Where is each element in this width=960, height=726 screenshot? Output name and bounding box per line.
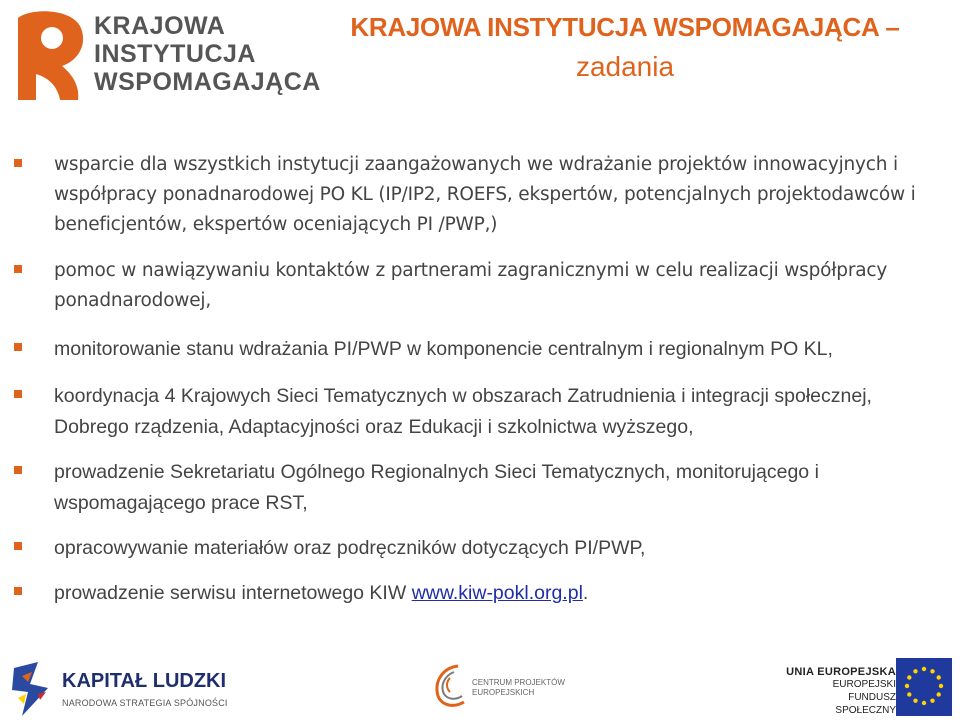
- list-item-text: pomoc w nawiązywaniu kontaktów z partnerami zagranicznymi w celu realizacji współpracy ponadnarodowej,: [54, 260, 888, 311]
- title-line-2: zadania: [575, 51, 675, 82]
- cpe-logo-text: [472, 678, 565, 698]
- title-line-1: KRAJOWA INSTYTUCJA WSPOMAGAJĄCA –: [350, 12, 900, 42]
- kiw-logo: [10, 8, 321, 104]
- list-item-text-end: .: [582, 582, 589, 604]
- eu-logo-text: [786, 666, 896, 717]
- list-item-text: prowadzenie Sekretariatu Ogólnego Regionalnych Sieci Tematycznych, monitorującego i wspomagającego prace RST,: [54, 461, 819, 514]
- task-list: [14, 150, 949, 609]
- list-item: [14, 150, 949, 240]
- logo-line-2: INSTYTUCJA: [94, 40, 256, 68]
- list-item-text: monitorowanie stanu wdrażania PI/PWP w komponencie centralnym i regionalnym PO KL,: [54, 338, 833, 360]
- logo-line-1: KRAJOWA: [94, 12, 226, 40]
- list-item: [14, 533, 949, 564]
- kapital-ludzki-logo: [8, 658, 228, 720]
- bullet-square-icon: [14, 390, 22, 398]
- kapital-ludzki-title: KAPITAŁ LUDZKI: [62, 670, 227, 692]
- footer-logos: [0, 648, 960, 726]
- logo-line-3: WSPOMAGAJĄCA: [94, 68, 321, 96]
- list-item-text: wsparcie dla wszystkich instytucji zaangażowanych we wdrażanie projektów innowacyjnych i współpracy ponadnarodowej PO KL (IP/IP2, ROEFS, ekspertów, potencjalnych projektodawców i beneficjentów, ekspertów oceniających PI /PWP,): [54, 154, 916, 235]
- page-title: [300, 12, 950, 83]
- cpe-logo-icon: [428, 660, 468, 710]
- bullet-square-icon: [14, 466, 22, 474]
- bullet-square-icon: [14, 542, 22, 550]
- list-item: [14, 256, 949, 316]
- kiw-logo-icon: [10, 8, 86, 102]
- eu-fund-line-2: FUNDUSZ SPOŁECZNY: [835, 692, 896, 716]
- list-item: [14, 578, 949, 609]
- kapital-ludzki-subtitle: NARODOWA STRATEGIA SPÓJNOŚCI: [62, 698, 228, 708]
- bullet-square-icon: [14, 265, 22, 273]
- cpe-line-1: CENTRUM PROJEKTÓW: [472, 678, 565, 687]
- kiw-website-link[interactable]: www.kiw-pokl.org.pl: [411, 582, 583, 604]
- bullet-square-icon: [14, 343, 22, 351]
- kapital-ludzki-star-icon: [8, 658, 54, 720]
- list-item: [14, 457, 949, 519]
- list-item-text: opracowywanie materiałów oraz podręczników dotyczących PI/PWP,: [54, 537, 646, 559]
- eu-title: UNIA EUROPEJSKA: [786, 666, 896, 678]
- logo-text: [94, 12, 321, 96]
- list-item-text: koordynacja 4 Krajowych Sieci Tematycznych w obszarach Zatrudnienia i integracji społecznej, Dobrego rządzenia, Adaptacyjności oraz Edukacji i szkolnictwa wyższego,: [54, 385, 872, 438]
- eu-fund-line-1: EUROPEJSKI: [832, 679, 896, 690]
- bullet-square-icon: [14, 587, 22, 595]
- bullet-square-icon: [14, 159, 22, 167]
- eu-flag-icon: [896, 658, 952, 716]
- list-item: [14, 334, 949, 365]
- cpe-line-2: EUROPEJSKICH: [472, 688, 535, 697]
- list-item-text: prowadzenie serwisu internetowego KIW: [54, 582, 412, 604]
- cpe-logo: [428, 660, 565, 710]
- list-item: [14, 381, 949, 443]
